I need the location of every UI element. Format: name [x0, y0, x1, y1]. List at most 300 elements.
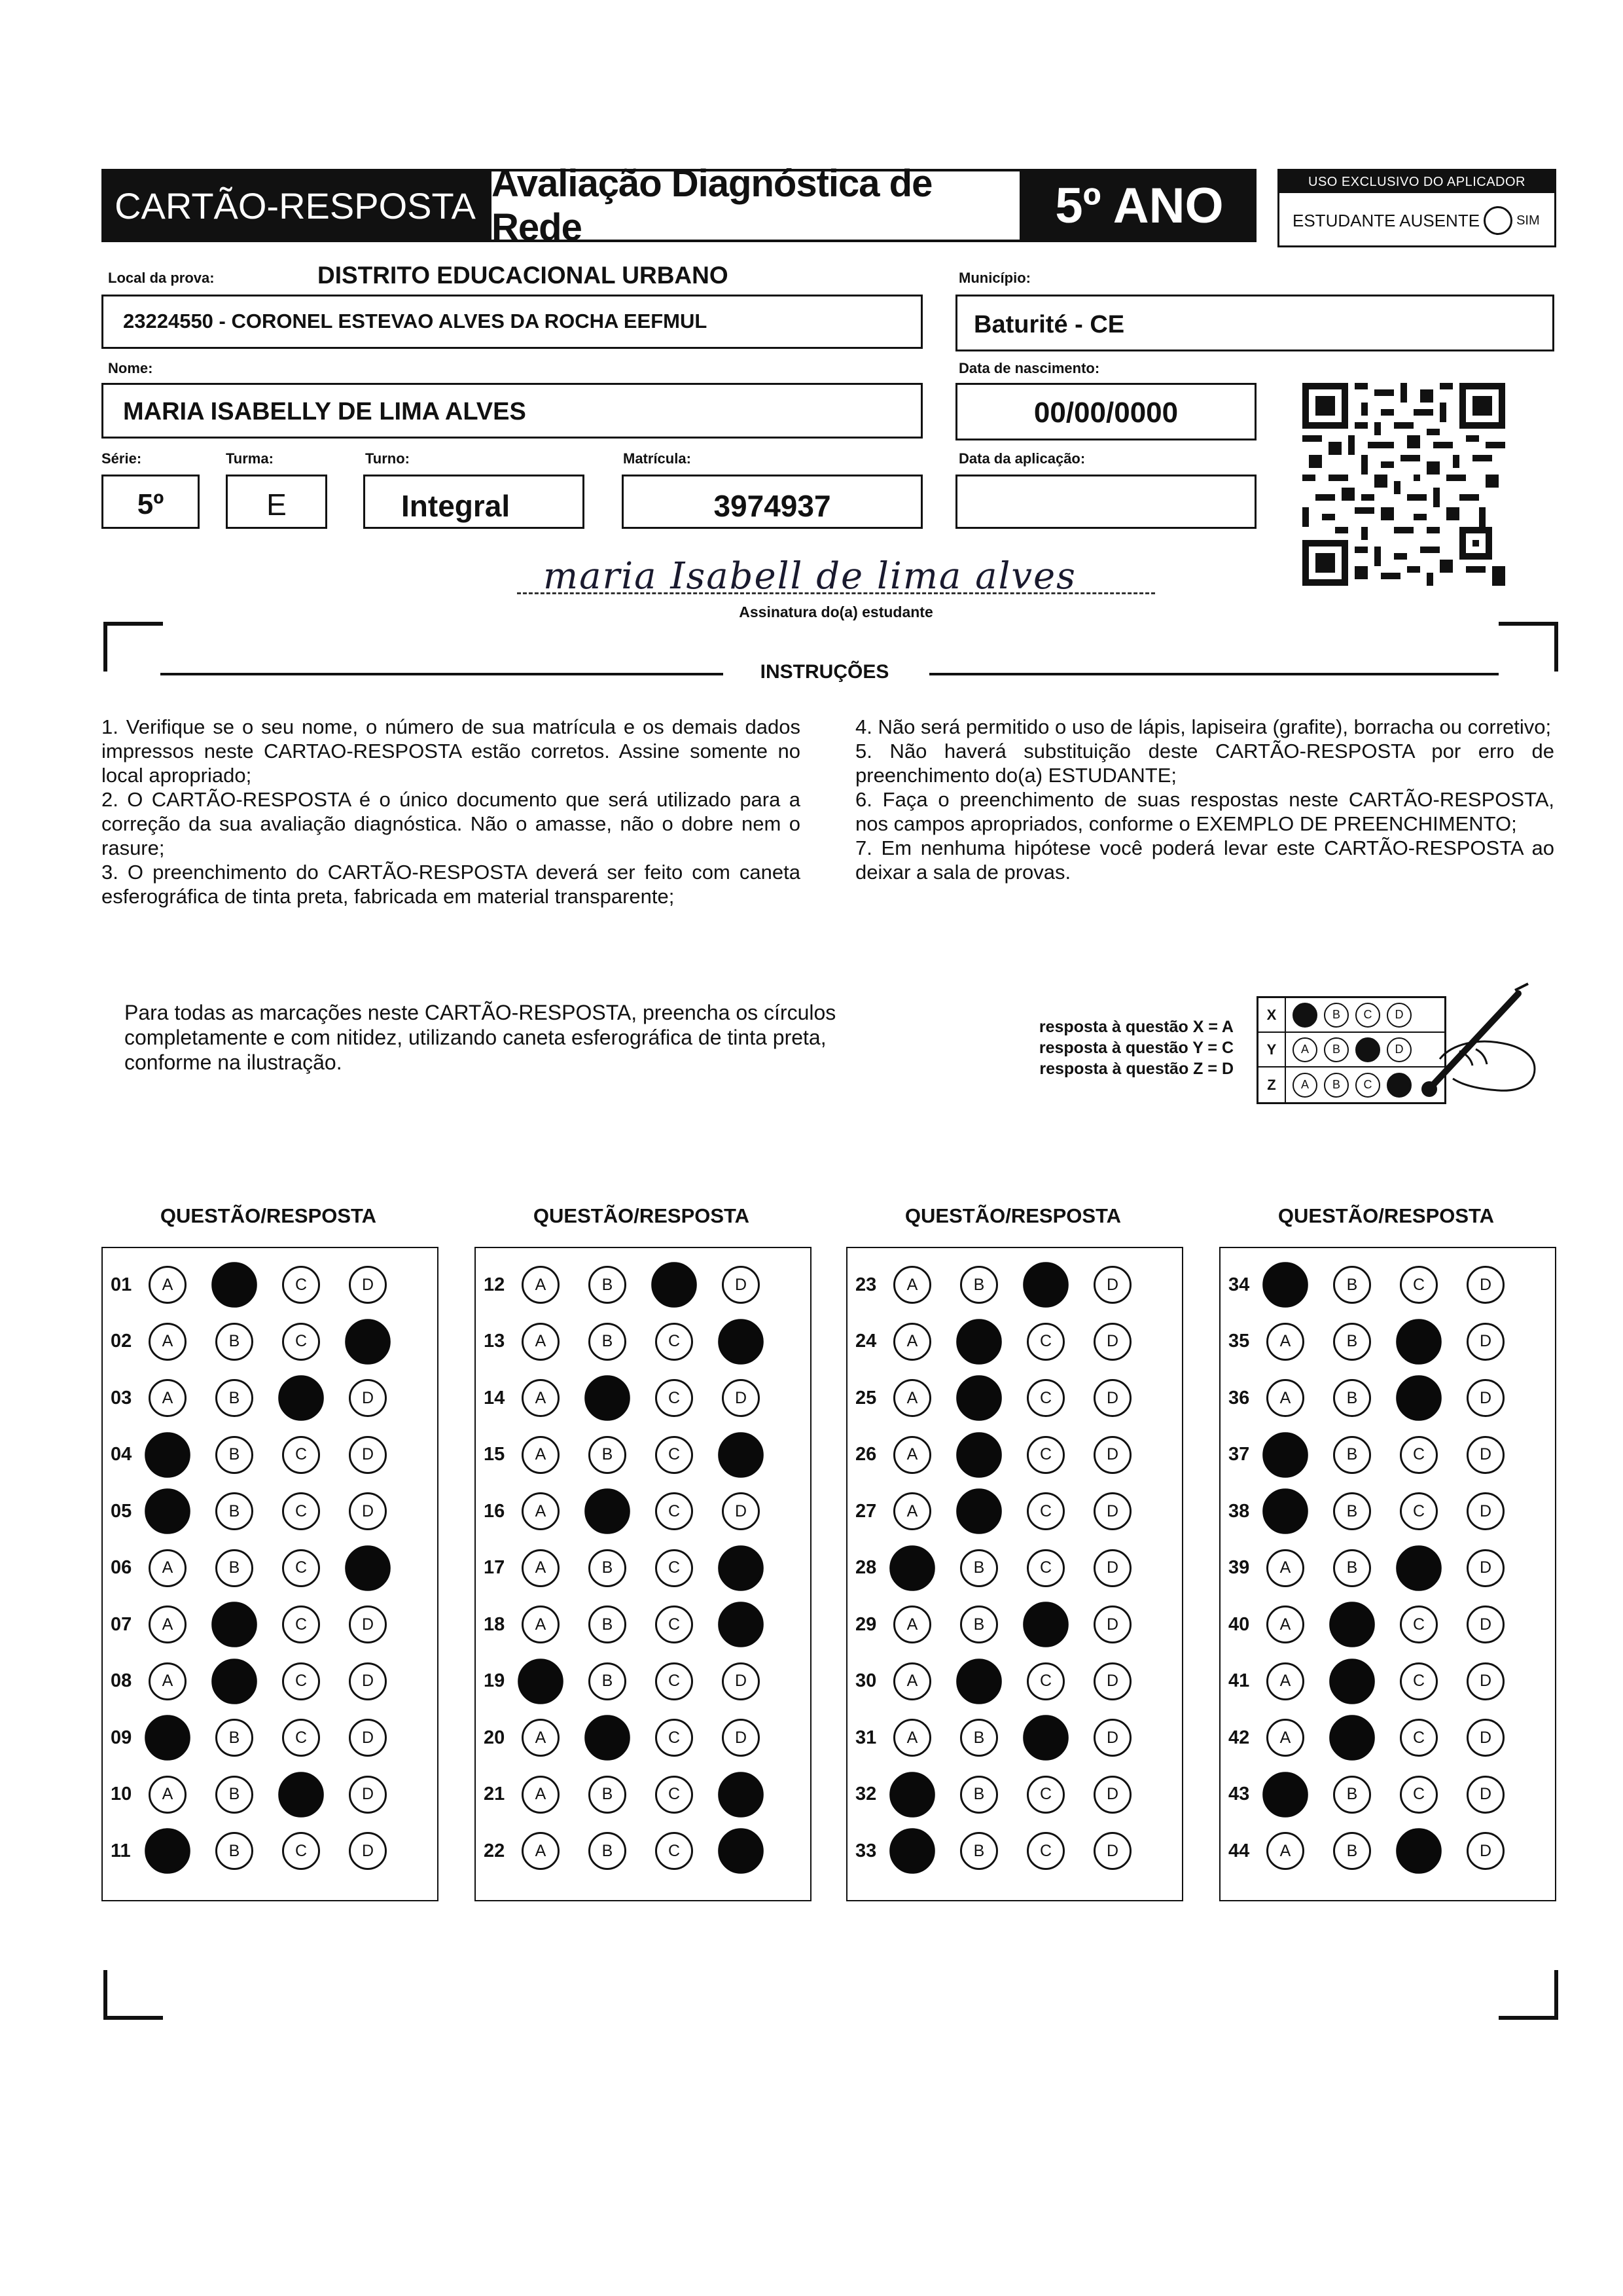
answer-bubble-d[interactable] — [718, 1319, 764, 1365]
instruction-5: 5. Não haverá substituição deste CARTÃO-RESPOSTA por erro de preenchimento do(a) ESTUDANTE; — [855, 740, 1554, 787]
corner-mark-top-right — [1499, 622, 1558, 672]
answer-bubble-d[interactable]: D — [1094, 1832, 1132, 1870]
answer-bubble-a[interactable]: A — [1266, 1323, 1304, 1361]
answer-bubble-b[interactable]: B — [960, 1832, 998, 1870]
serie-field — [101, 475, 200, 529]
answer-bubble-b[interactable]: B — [960, 1549, 998, 1587]
question-number: 23 — [855, 1274, 877, 1295]
answer-bubble-c[interactable] — [1396, 1375, 1442, 1421]
answer-bubble-b[interactable]: B — [1333, 1549, 1371, 1587]
answer-bubble-d[interactable]: D — [349, 1662, 387, 1700]
answer-bubble-b[interactable]: B — [215, 1549, 253, 1587]
answer-bubble-a[interactable]: A — [149, 1549, 187, 1587]
answer-bubble-d[interactable] — [718, 1432, 764, 1478]
answer-bubble-b[interactable]: B — [1333, 1832, 1371, 1870]
answer-bubble-b[interactable]: B — [215, 1776, 253, 1814]
answer-bubble-b[interactable] — [584, 1715, 630, 1761]
question-row — [103, 1660, 437, 1702]
answer-bubble-b[interactable] — [956, 1432, 1002, 1478]
answer-bubble-d[interactable]: D — [349, 1605, 387, 1643]
answer-bubble-a[interactable]: A — [1266, 1719, 1304, 1757]
nome-field — [101, 383, 923, 439]
question-row — [1221, 1660, 1555, 1702]
question-number: 20 — [484, 1727, 505, 1748]
answer-bubble-b[interactable] — [211, 1659, 257, 1704]
instructions-rule-right — [929, 673, 1499, 675]
question-row — [847, 1717, 1182, 1759]
answer-bubble-a[interactable]: A — [522, 1549, 560, 1587]
answer-bubble-c[interactable] — [1023, 1602, 1069, 1647]
question-number: 25 — [855, 1387, 877, 1408]
answer-bubble-d[interactable]: D — [1094, 1719, 1132, 1757]
question-number: 15 — [484, 1444, 505, 1465]
question-number: 09 — [111, 1727, 132, 1748]
answer-bubble-d[interactable]: D — [1094, 1605, 1132, 1643]
answer-bubble-d[interactable] — [718, 1602, 764, 1647]
answer-bubble-d[interactable]: D — [1467, 1492, 1505, 1530]
question-row — [476, 1717, 810, 1759]
answer-bubble-d[interactable]: D — [1467, 1323, 1505, 1361]
question-row — [103, 1434, 437, 1476]
municipio-label: Município: — [959, 270, 1031, 286]
grade-title: 5º ANO — [1022, 169, 1257, 242]
answer-bubble-b[interactable]: B — [588, 1323, 626, 1361]
answer-bubble-d[interactable]: D — [1467, 1719, 1505, 1757]
answer-bubble-d[interactable]: D — [1467, 1379, 1505, 1417]
nome-label: Nome: — [108, 360, 153, 376]
answer-bubble-d[interactable]: D — [1467, 1776, 1505, 1814]
answer-bubble-b[interactable] — [1329, 1602, 1375, 1647]
answer-bubble-d[interactable]: D — [349, 1719, 387, 1757]
absent-field — [1293, 206, 1540, 235]
answer-bubble-d[interactable]: D — [722, 1662, 760, 1700]
example-question-label: X — [1258, 998, 1286, 1031]
question-number: 17 — [484, 1557, 505, 1578]
example-bubble-c — [1355, 1037, 1380, 1062]
question-row — [1221, 1264, 1555, 1306]
answer-bubble-d[interactable] — [718, 1772, 764, 1818]
answer-column-1 — [101, 1247, 438, 1901]
answer-bubble-b[interactable]: B — [1333, 1492, 1371, 1530]
question-number: 24 — [855, 1331, 877, 1352]
answer-bubble-b[interactable]: B — [215, 1436, 253, 1474]
aplicacao-field — [955, 475, 1257, 529]
answer-bubble-c[interactable]: C — [282, 1719, 320, 1757]
answer-bubble-a[interactable]: A — [522, 1436, 560, 1474]
question-number: 22 — [484, 1840, 505, 1861]
answer-bubble-c[interactable]: C — [1400, 1662, 1438, 1700]
answer-bubble-d[interactable]: D — [722, 1379, 760, 1417]
school-value: 23224550 - CORONEL ESTEVAO ALVES DA ROCHA EEFMUL — [123, 310, 707, 332]
question-number: 34 — [1228, 1274, 1250, 1295]
question-row — [1221, 1490, 1555, 1532]
question-number: 07 — [111, 1613, 132, 1635]
answer-bubble-c[interactable]: C — [655, 1379, 693, 1417]
answer-bubble-d[interactable] — [718, 1828, 764, 1874]
answer-bubble-c[interactable]: C — [655, 1436, 693, 1474]
answer-bubble-c[interactable]: C — [282, 1266, 320, 1304]
answer-bubble-a[interactable]: A — [149, 1605, 187, 1643]
nascimento-field — [955, 383, 1257, 440]
answer-bubble-a[interactable]: A — [893, 1379, 931, 1417]
answer-bubble-a[interactable] — [145, 1488, 190, 1534]
question-number: 27 — [855, 1500, 877, 1522]
answer-bubble-b[interactable] — [584, 1375, 630, 1421]
answer-bubble-d[interactable]: D — [349, 1776, 387, 1814]
answer-bubble-a[interactable]: A — [893, 1436, 931, 1474]
question-row — [847, 1604, 1182, 1645]
answer-bubble-a[interactable]: A — [893, 1323, 931, 1361]
corner-mark-bottom-left — [103, 1970, 163, 2020]
answer-bubble-a[interactable]: A — [893, 1266, 931, 1304]
question-row — [1221, 1377, 1555, 1419]
instructions-right — [855, 715, 1554, 884]
instructions-rule-left — [160, 673, 723, 675]
answer-bubble-a[interactable]: A — [893, 1662, 931, 1700]
answer-bubble-a[interactable]: A — [522, 1605, 560, 1643]
answer-bubble-b[interactable]: B — [215, 1719, 253, 1757]
answer-bubble-d[interactable]: D — [349, 1436, 387, 1474]
answer-bubble-c[interactable]: C — [655, 1662, 693, 1700]
instruction-2: 2. O CARTÃO-RESPOSTA é o único documento que será utilizado para a correção da sua avaliação diagnóstica. Não o amasse, não o dobre nem o rasure; — [101, 788, 800, 859]
example-labels — [982, 1016, 1234, 1079]
answer-bubble-d[interactable]: D — [1467, 1832, 1505, 1870]
example-bubble-c: C — [1355, 1003, 1380, 1028]
answer-bubble-a[interactable] — [889, 1828, 935, 1874]
answer-bubble-b[interactable]: B — [215, 1492, 253, 1530]
answer-bubble-a[interactable] — [1262, 1488, 1308, 1534]
answer-bubble-d[interactable]: D — [349, 1266, 387, 1304]
question-number: 05 — [111, 1500, 132, 1522]
question-row — [476, 1547, 810, 1589]
question-row — [847, 1660, 1182, 1702]
answer-bubble-d[interactable]: D — [1094, 1776, 1132, 1814]
absent-checkbox[interactable] — [1484, 206, 1512, 235]
school-field — [101, 295, 923, 349]
question-row — [847, 1434, 1182, 1476]
question-row — [103, 1321, 437, 1363]
answer-bubble-d[interactable]: D — [722, 1492, 760, 1530]
answer-column-4 — [1219, 1247, 1556, 1901]
answer-bubble-d[interactable]: D — [349, 1492, 387, 1530]
answer-bubble-a[interactable] — [889, 1545, 935, 1591]
evaluation-title: Avaliação Diagnóstica de Rede — [489, 169, 1022, 242]
answer-bubble-c[interactable]: C — [282, 1492, 320, 1530]
example-bubble-a: A — [1293, 1037, 1317, 1062]
matricula-label: Matrícula: — [623, 450, 691, 467]
answer-bubble-a[interactable]: A — [522, 1323, 560, 1361]
nascimento-label: Data de nascimento: — [959, 360, 1100, 376]
question-number: 30 — [855, 1670, 877, 1691]
answer-bubble-a[interactable]: A — [1266, 1662, 1304, 1700]
question-row — [847, 1830, 1182, 1872]
answer-bubble-a[interactable]: A — [1266, 1832, 1304, 1870]
answer-bubble-c[interactable]: C — [282, 1832, 320, 1870]
answer-bubble-c[interactable]: C — [1400, 1605, 1438, 1643]
answer-bubble-a[interactable]: A — [522, 1776, 560, 1814]
answer-bubble-b[interactable] — [584, 1488, 630, 1534]
answer-bubble-b[interactable] — [211, 1262, 257, 1308]
answer-bubble-a[interactable]: A — [522, 1832, 560, 1870]
example-bubble-a: A — [1293, 1073, 1317, 1098]
instruction-7: 7. Em nenhuma hipótese você poderá levar este CARTÃO-RESPOSTA ao deixar a sala de provas. — [855, 836, 1554, 884]
instructions-title: INSTRUÇÕES — [760, 661, 889, 683]
answer-bubble-b[interactable]: B — [588, 1662, 626, 1700]
question-row — [103, 1717, 437, 1759]
answer-bubble-d[interactable]: D — [1467, 1549, 1505, 1587]
answer-bubble-c[interactable]: C — [1027, 1662, 1065, 1700]
answer-bubble-b[interactable] — [956, 1659, 1002, 1704]
answer-bubble-b[interactable] — [1329, 1715, 1375, 1761]
answer-bubble-d[interactable]: D — [349, 1379, 387, 1417]
question-number: 42 — [1228, 1727, 1250, 1748]
answer-bubble-b[interactable]: B — [1333, 1266, 1371, 1304]
question-number: 41 — [1228, 1670, 1250, 1691]
answer-bubble-b[interactable] — [1329, 1659, 1375, 1704]
answer-bubble-b[interactable]: B — [1333, 1436, 1371, 1474]
answer-bubble-c[interactable] — [1396, 1545, 1442, 1591]
question-number: 16 — [484, 1500, 505, 1522]
answer-bubble-c[interactable]: C — [282, 1549, 320, 1587]
answer-bubble-c[interactable]: C — [655, 1776, 693, 1814]
answer-bubble-d[interactable]: D — [1094, 1492, 1132, 1530]
corner-mark-bottom-right — [1499, 1970, 1558, 2020]
answer-bubble-c[interactable] — [1023, 1262, 1069, 1308]
answer-bubble-d[interactable]: D — [349, 1832, 387, 1870]
card-title: CARTÃO-RESPOSTA — [101, 169, 489, 242]
question-number: 18 — [484, 1613, 505, 1635]
answer-bubble-a[interactable]: A — [1266, 1549, 1304, 1587]
answer-bubble-b[interactable]: B — [588, 1776, 626, 1814]
answer-bubble-a[interactable]: A — [149, 1379, 187, 1417]
answer-bubble-c[interactable]: C — [1027, 1492, 1065, 1530]
question-row — [1221, 1717, 1555, 1759]
column-header-3: QUESTÃO/RESPOSTA — [904, 1204, 1122, 1227]
question-row — [1221, 1774, 1555, 1816]
example-bubble-b: B — [1324, 1073, 1349, 1098]
question-number: 36 — [1228, 1387, 1250, 1408]
question-number: 04 — [111, 1444, 132, 1465]
answer-bubble-c[interactable]: C — [282, 1436, 320, 1474]
question-number: 02 — [111, 1331, 132, 1352]
answer-bubble-c[interactable]: C — [1027, 1379, 1065, 1417]
question-row — [476, 1434, 810, 1476]
turno-value: Integral — [401, 489, 510, 523]
answer-bubble-b[interactable] — [956, 1488, 1002, 1534]
answer-bubble-c[interactable] — [651, 1262, 697, 1308]
answer-bubble-a[interactable]: A — [149, 1266, 187, 1304]
answer-bubble-b[interactable]: B — [588, 1605, 626, 1643]
answer-bubble-c[interactable]: C — [655, 1832, 693, 1870]
answer-bubble-c[interactable] — [1023, 1715, 1069, 1761]
answer-bubble-b[interactable] — [956, 1319, 1002, 1365]
answer-bubble-c[interactable]: C — [655, 1492, 693, 1530]
answer-column-2 — [474, 1247, 812, 1901]
question-row — [847, 1547, 1182, 1589]
answer-bubble-d[interactable]: D — [722, 1266, 760, 1304]
municipio-value: Baturité - CE — [974, 311, 1125, 338]
answer-bubble-b[interactable]: B — [960, 1605, 998, 1643]
answer-bubble-b[interactable]: B — [588, 1832, 626, 1870]
answer-bubble-a[interactable] — [1262, 1432, 1308, 1478]
question-row — [103, 1490, 437, 1532]
answer-bubble-c[interactable] — [278, 1772, 324, 1818]
answer-bubble-c[interactable]: C — [1027, 1832, 1065, 1870]
turno-label: Turno: — [365, 450, 410, 467]
applicator-label: USO EXCLUSIVO DO APLICADOR — [1279, 171, 1554, 193]
question-number: 35 — [1228, 1331, 1250, 1352]
answer-bubble-a[interactable] — [889, 1772, 935, 1818]
answer-bubble-a[interactable]: A — [522, 1379, 560, 1417]
turma-value: E — [266, 488, 287, 522]
answer-bubble-a[interactable] — [145, 1715, 190, 1761]
answer-bubble-b[interactable]: B — [1333, 1776, 1371, 1814]
question-row — [103, 1830, 437, 1872]
signature-handwriting: maria Isabell de lima alves — [543, 555, 1077, 598]
answer-bubble-d[interactable] — [345, 1319, 391, 1365]
question-row — [847, 1774, 1182, 1816]
question-number: 44 — [1228, 1840, 1250, 1861]
answer-bubble-a[interactable]: A — [522, 1266, 560, 1304]
answer-bubble-b[interactable]: B — [588, 1266, 626, 1304]
answer-bubble-c[interactable]: C — [282, 1662, 320, 1700]
answer-bubble-b[interactable]: B — [1333, 1379, 1371, 1417]
answer-bubble-d[interactable]: D — [1094, 1266, 1132, 1304]
answer-bubble-c[interactable]: C — [1400, 1776, 1438, 1814]
question-row — [476, 1660, 810, 1702]
answer-bubble-b[interactable] — [211, 1602, 257, 1647]
question-number: 38 — [1228, 1500, 1250, 1522]
example-question-label: Z — [1258, 1067, 1286, 1102]
answer-bubble-b[interactable]: B — [215, 1832, 253, 1870]
answer-bubble-c[interactable] — [1396, 1828, 1442, 1874]
question-row — [476, 1604, 810, 1645]
answer-bubble-d[interactable]: D — [1467, 1436, 1505, 1474]
answer-bubble-b[interactable]: B — [1333, 1323, 1371, 1361]
answer-bubble-c[interactable]: C — [655, 1323, 693, 1361]
nome-value: MARIA ISABELLY DE LIMA ALVES — [123, 398, 526, 425]
turma-field — [226, 475, 327, 529]
instruction-3: 3. O preenchimento do CARTÃO-RESPOSTA deverá ser feito com caneta esferográfica de tinta preta, fabricada em material transparente; — [101, 861, 800, 908]
answer-bubble-d[interactable] — [345, 1545, 391, 1591]
applicator-box — [1277, 169, 1556, 247]
question-row — [103, 1547, 437, 1589]
answer-bubble-c[interactable]: C — [1027, 1549, 1065, 1587]
question-number: 13 — [484, 1331, 505, 1352]
instructions-left — [101, 715, 800, 908]
answer-bubble-d[interactable]: D — [1094, 1323, 1132, 1361]
answer-bubble-d[interactable]: D — [1094, 1436, 1132, 1474]
answer-bubble-c[interactable] — [278, 1375, 324, 1421]
question-number: 29 — [855, 1613, 877, 1635]
question-number: 31 — [855, 1727, 877, 1748]
answer-bubble-a[interactable]: A — [893, 1605, 931, 1643]
answer-bubble-b[interactable]: B — [588, 1436, 626, 1474]
answer-bubble-d[interactable]: D — [1467, 1266, 1505, 1304]
answer-bubble-a[interactable] — [1262, 1772, 1308, 1818]
answer-bubble-a[interactable]: A — [1266, 1379, 1304, 1417]
question-row — [476, 1774, 810, 1816]
turma-label: Turma: — [226, 450, 274, 467]
answer-bubble-c[interactable] — [1396, 1319, 1442, 1365]
question-number: 03 — [111, 1387, 132, 1408]
instruction-4: 4. Não será permitido o uso de lápis, lapiseira (grafite), borracha ou corretivo; — [855, 715, 1552, 738]
answer-bubble-c[interactable]: C — [1027, 1323, 1065, 1361]
answer-bubble-b[interactable]: B — [960, 1266, 998, 1304]
answer-bubble-d[interactable]: D — [1467, 1662, 1505, 1700]
answer-bubble-a[interactable]: A — [893, 1492, 931, 1530]
answer-bubble-d[interactable]: D — [1094, 1379, 1132, 1417]
answer-bubble-b[interactable]: B — [588, 1549, 626, 1587]
answer-bubble-d[interactable]: D — [722, 1719, 760, 1757]
answer-bubble-b[interactable]: B — [960, 1776, 998, 1814]
question-row — [476, 1321, 810, 1363]
question-row — [847, 1264, 1182, 1306]
example-label-x: resposta à questão X = A — [1039, 1018, 1234, 1036]
question-row — [847, 1490, 1182, 1532]
instruction-6: 6. Faça o preenchimento de suas respostas neste CARTÃO-RESPOSTA, nos campos apropriados, conforme o EXEMPLO DE PREENCHIMENTO; — [855, 788, 1554, 835]
question-row — [476, 1377, 810, 1419]
question-row — [476, 1490, 810, 1532]
answer-bubble-a[interactable] — [1262, 1262, 1308, 1308]
answer-bubble-c[interactable]: C — [655, 1719, 693, 1757]
question-row — [1221, 1434, 1555, 1476]
answer-bubble-b[interactable]: B — [215, 1379, 253, 1417]
answer-bubble-c[interactable]: C — [1027, 1436, 1065, 1474]
question-row — [103, 1377, 437, 1419]
aplicacao-label: Data da aplicação: — [959, 450, 1086, 467]
answer-bubble-c[interactable]: C — [1400, 1492, 1438, 1530]
example-bubble-d: D — [1387, 1003, 1412, 1028]
answer-bubble-c[interactable]: C — [655, 1605, 693, 1643]
answer-bubble-b[interactable] — [956, 1375, 1002, 1421]
question-row — [1221, 1547, 1555, 1589]
question-number: 33 — [855, 1840, 877, 1861]
question-row — [847, 1321, 1182, 1363]
answer-bubble-a[interactable] — [145, 1828, 190, 1874]
answer-bubble-c[interactable]: C — [1027, 1776, 1065, 1814]
question-row — [103, 1604, 437, 1645]
answer-bubble-c[interactable]: C — [1400, 1436, 1438, 1474]
answer-bubble-a[interactable]: A — [522, 1492, 560, 1530]
answer-bubble-d[interactable]: D — [1094, 1549, 1132, 1587]
turno-field — [363, 475, 584, 529]
answer-bubble-a[interactable]: A — [522, 1719, 560, 1757]
signature-caption: Assinatura do(a) estudante — [739, 603, 933, 620]
answer-bubble-d[interactable]: D — [1094, 1662, 1132, 1700]
answer-bubble-c[interactable]: C — [1400, 1719, 1438, 1757]
answer-bubble-a[interactable]: A — [149, 1776, 187, 1814]
answer-bubble-a[interactable] — [145, 1432, 190, 1478]
answer-bubble-c[interactable]: C — [282, 1323, 320, 1361]
answer-bubble-c[interactable]: C — [1400, 1266, 1438, 1304]
answer-bubble-a[interactable]: A — [149, 1323, 187, 1361]
answer-bubble-d[interactable]: D — [1467, 1605, 1505, 1643]
answer-bubble-b[interactable]: B — [960, 1719, 998, 1757]
answer-bubble-c[interactable]: C — [655, 1549, 693, 1587]
answer-bubble-c[interactable]: C — [282, 1605, 320, 1643]
signature-line — [517, 592, 1155, 594]
answer-bubble-d[interactable] — [718, 1545, 764, 1591]
answer-bubble-b[interactable]: B — [215, 1323, 253, 1361]
instruction-1: 1. Verifique se o seu nome, o número de sua matrícula e os demais dados impressos neste CARTAO-RESPOSTA estão corretos. Assine somente no local apropriado; — [101, 715, 800, 787]
example-label-z: resposta à questão Z = D — [1039, 1060, 1234, 1078]
answer-bubble-a[interactable]: A — [1266, 1605, 1304, 1643]
answer-bubble-a[interactable]: A — [149, 1662, 187, 1700]
answer-bubble-a[interactable]: A — [893, 1719, 931, 1757]
answer-bubble-a[interactable] — [518, 1659, 563, 1704]
question-number: 14 — [484, 1387, 505, 1408]
